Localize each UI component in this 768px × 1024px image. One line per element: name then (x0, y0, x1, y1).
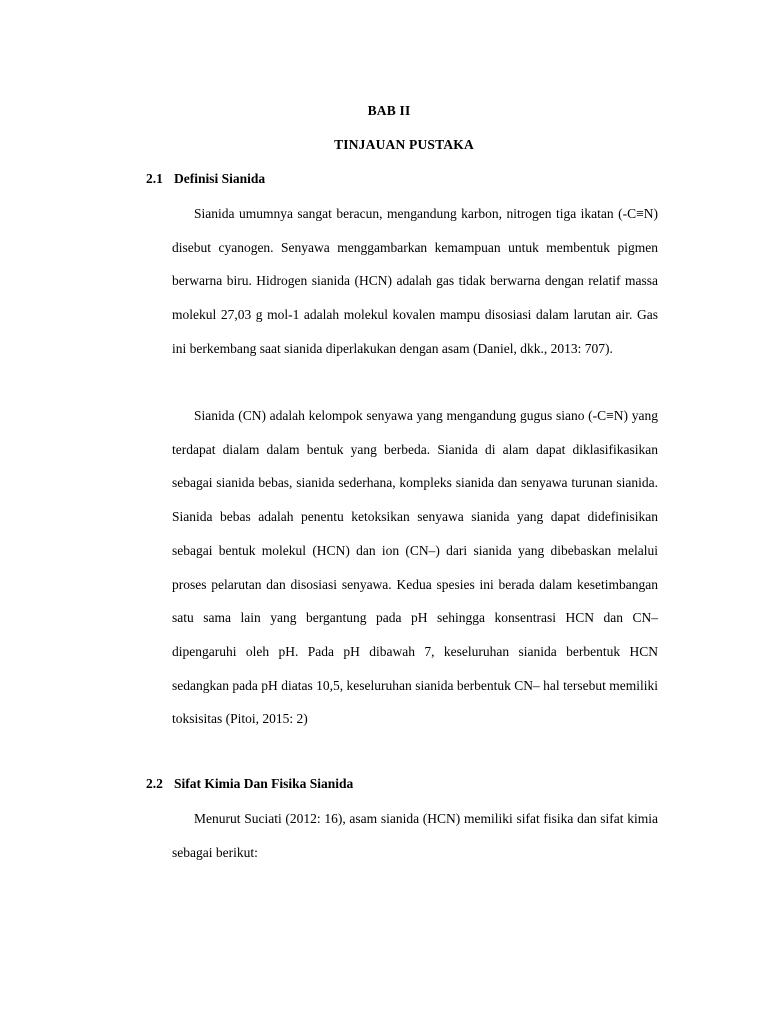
chapter-title: TINJAUAN PUSTAKA (334, 137, 474, 152)
paragraph-definisi-2: Sianida (CN) adalah kelompok senyawa yang mengandung gugus siano (-C≡N) yang terdapat dialam dalam bentuk yang berbeda. Sianida di alam dapat diklasifikasikan sebagai sianida bebas, sianida sederhana, kompleks sianida dan senyawa turunan sianida. Sianida bebas adalah penentu ketoksikan senyawa sianida yang dapat didefinisikan sebagai bentuk molekul (HCN) dan ion (CN–) dari sianida yang dibebaskan melalui proses pelarutan dan disosiasi senyawa. Kedua spesies ini berada dalam kesetimbangan satu sama lain yang bergantung pada pH sehingga konsentrasi HCN dan CN– dipengaruhi oleh pH. Pada pH dibawah 7, keseluruhan sianida berbentuk HCN sedangkan pada pH diatas 10,5, keseluruhan sianida berbentuk CN– hal tersebut memiliki toksisitas (Pitoi, 2015: 2) (172, 408, 658, 727)
section-heading-2-1 (146, 171, 265, 187)
section-number: 2.1 (146, 171, 163, 186)
section-heading-2-2 (146, 776, 353, 792)
section-title: Definisi Sianida (174, 171, 266, 186)
chapter-number: BAB II (367, 103, 411, 118)
section-number: 2.2 (146, 776, 163, 791)
section-title: Sifat Kimia Dan Fisika Sianida (174, 776, 354, 791)
paragraph-sifat-1: Menurut Suciati (2012: 16), asam sianida (HCN) memiliki sifat fisika dan sifat kimia sebagai berikut: (172, 811, 658, 860)
paragraph-definisi-1: Sianida umumnya sangat beracun, mengandung karbon, nitrogen tiga ikatan (-C≡N) disebut cyanogen. Senyawa menggambarkan kemampuan untuk membentuk pigmen berwarna biru. Hidrogen sianida (HCN) adalah gas tidak berwarna dengan relatif massa molekul 27,03 g mol-1 adalah molekul kovalen mampu disosiasi dalam larutan air. Gas ini berkembang saat sianida diperlakukan dengan asam (Daniel, dkk., 2013: 707). (172, 206, 658, 356)
